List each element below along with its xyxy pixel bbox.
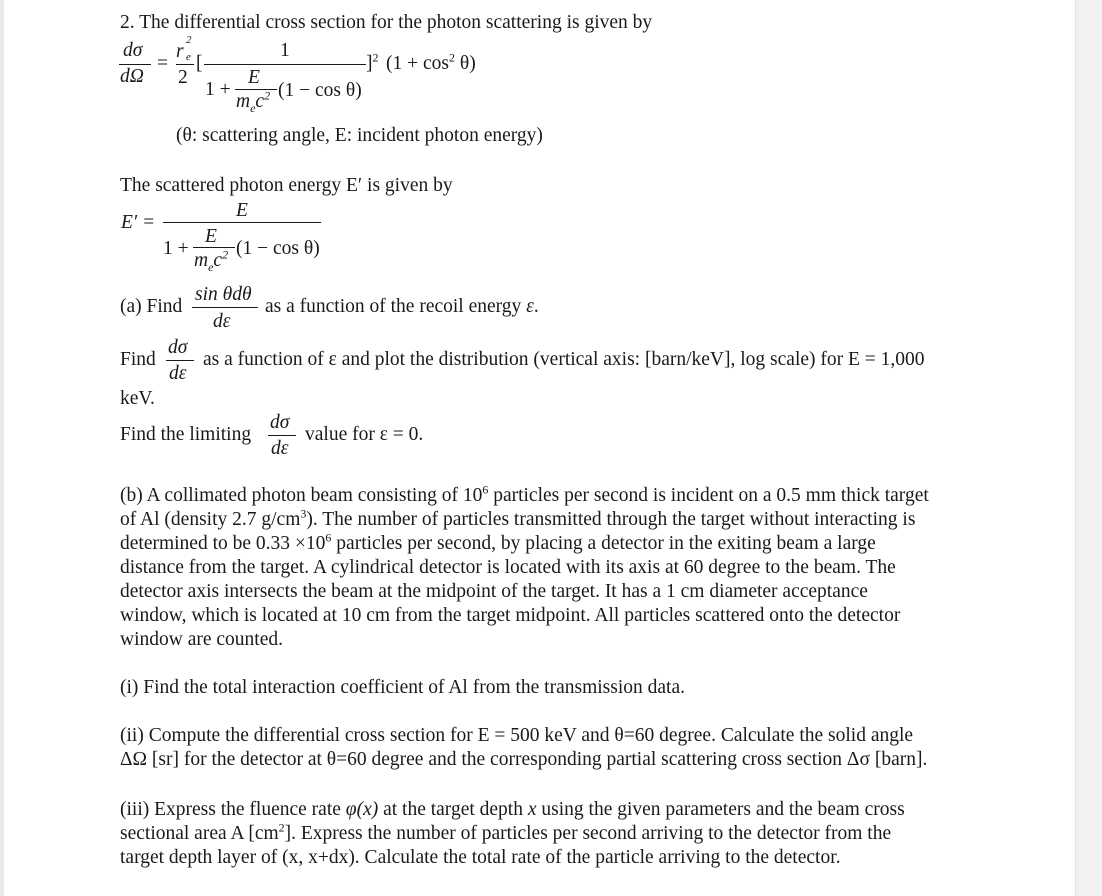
page-edge-left xyxy=(0,0,4,896)
question-heading: 2. The differential cross section for the photon scattering is given by xyxy=(120,12,653,33)
part-b-line-1: (b) A collimated photon beam consisting of $10^6$ particles per second is incident on a 0.5 mm thick target xyxy=(120,482,929,506)
find-limit-text: value for ε = 0. xyxy=(305,424,424,445)
eq1-cos-term: (1 − cos θ) xyxy=(278,80,362,101)
part-a-text: as a function of the recoil energy ε. xyxy=(265,296,539,317)
page-edge-right xyxy=(1075,0,1102,896)
part-b-line-5: detector axis intersects the beam at the midpoint of the target. It has a 1 cm diameter acceptance xyxy=(120,581,868,602)
part-b-line-2: of Al (density 2.7 $g/cm^3$). The number of particles transmitted through the target without interacting is xyxy=(120,506,916,530)
part-b-line-7: window are counted. xyxy=(120,629,283,650)
eq1-E-numerator: E xyxy=(248,67,260,88)
eq1-lhs-numerator: dσ xyxy=(123,40,143,61)
eq1-prefactor-den: 2 xyxy=(178,67,188,88)
part-iii-line-3: target depth layer of (x, x+dx). Calculate the total rate of the particle arriving to the detector. xyxy=(120,847,841,868)
part-a-frac-den: dε xyxy=(213,311,231,332)
find-distribution-frac-num: dσ xyxy=(168,337,188,358)
eq2-E-fraction-bar xyxy=(193,247,235,248)
part-i: (i) Find the total interaction coefficient of Al from the transmission data. xyxy=(120,677,685,698)
eq1-equals: = xyxy=(157,53,168,74)
eq1-prefactor-r: r xyxy=(176,41,184,62)
part-iii-line-1: (iii) Express the fluence rate φ(x) at the target depth x using the given parameters and the beam cross xyxy=(120,799,905,820)
find-limit-label: Find the limiting xyxy=(120,424,252,445)
find-distribution-text: as a function of ε and plot the distribution (vertical axis: [barn/keV], log scale) for E = 1,000 xyxy=(203,349,925,370)
part-b-line-3: determined to be $0.33 \times 10^6$ particles per second, by placing a detector in the exiting beam a large xyxy=(120,530,876,554)
find-limit-frac-num: dσ xyxy=(270,412,290,433)
eq1-prefactor-bar xyxy=(176,64,194,65)
eq2-mec2: $m_ec^2$ xyxy=(194,247,229,274)
eq1-inner-one: 1 xyxy=(280,40,290,61)
find-distribution-label: Find xyxy=(120,349,156,370)
find-limit-frac-den: dε xyxy=(271,438,289,459)
eq1-prefactor-sub: e xyxy=(186,51,191,63)
eq1-left-bracket: [ xyxy=(196,53,203,74)
part-ii-line-1: (ii) Compute the differential cross section for E = 500 keV and θ=60 degree. Calculate the solid angle xyxy=(120,725,914,746)
part-ii-line-2: ΔΩ [sr] for the detector at θ=60 degree and the corresponding partial scattering cross section Δσ [barn]. xyxy=(120,749,928,770)
eq1-mec2: $m_ec^2$ xyxy=(236,88,271,115)
part-b-paragraph xyxy=(120,484,1000,652)
part-a-fraction-bar xyxy=(192,307,258,308)
find-distribution-frac-den: dε xyxy=(169,363,187,384)
part-a-frac-num: sin θdθ xyxy=(195,284,252,305)
eq2-numerator: E xyxy=(236,200,248,221)
eq2-E-numerator: E xyxy=(205,226,217,247)
find-distribution-fraction-bar xyxy=(166,360,194,361)
part-a-label: (a) Find xyxy=(120,296,183,317)
eq2-lhs: E′ = xyxy=(121,212,156,233)
eq1-prefactor-sup: 2 xyxy=(186,34,192,46)
eq1-main-fraction-bar xyxy=(204,64,366,65)
eq2-cos-term: (1 − cos θ) xyxy=(236,238,320,259)
variable-legend: (θ: scattering angle, E: incident photon energy) xyxy=(176,125,543,146)
part-b-line-4: distance from the target. A cylindrical detector is located with its axis at 60 degree to the beam. The xyxy=(120,557,896,578)
eq2-one-plus: 1 + xyxy=(163,238,189,259)
part-b-line-6: window, which is located at 10 cm from the target midpoint. All particles scattered onto the detector xyxy=(120,605,901,626)
eq1-angular-term: $(1 + \cos^2 \theta)$ xyxy=(386,50,476,74)
part-iii xyxy=(120,798,1000,870)
find-distribution-continued: keV. xyxy=(120,388,155,409)
eq1-right-bracket: ]$^2$ xyxy=(366,50,379,74)
part-iii-line-2: sectional area A $[cm^2]$. Express the number of particles per second arriving to the detector from the xyxy=(120,820,892,844)
eq1-one-plus: 1 + xyxy=(205,79,231,100)
scattered-energy-intro: The scattered photon energy E′ is given by xyxy=(120,175,453,196)
find-limit-fraction-bar xyxy=(268,435,296,436)
eq2-main-fraction-bar xyxy=(163,222,321,223)
part-ii xyxy=(120,724,1000,772)
eq1-lhs-denominator: dΩ xyxy=(120,66,144,87)
